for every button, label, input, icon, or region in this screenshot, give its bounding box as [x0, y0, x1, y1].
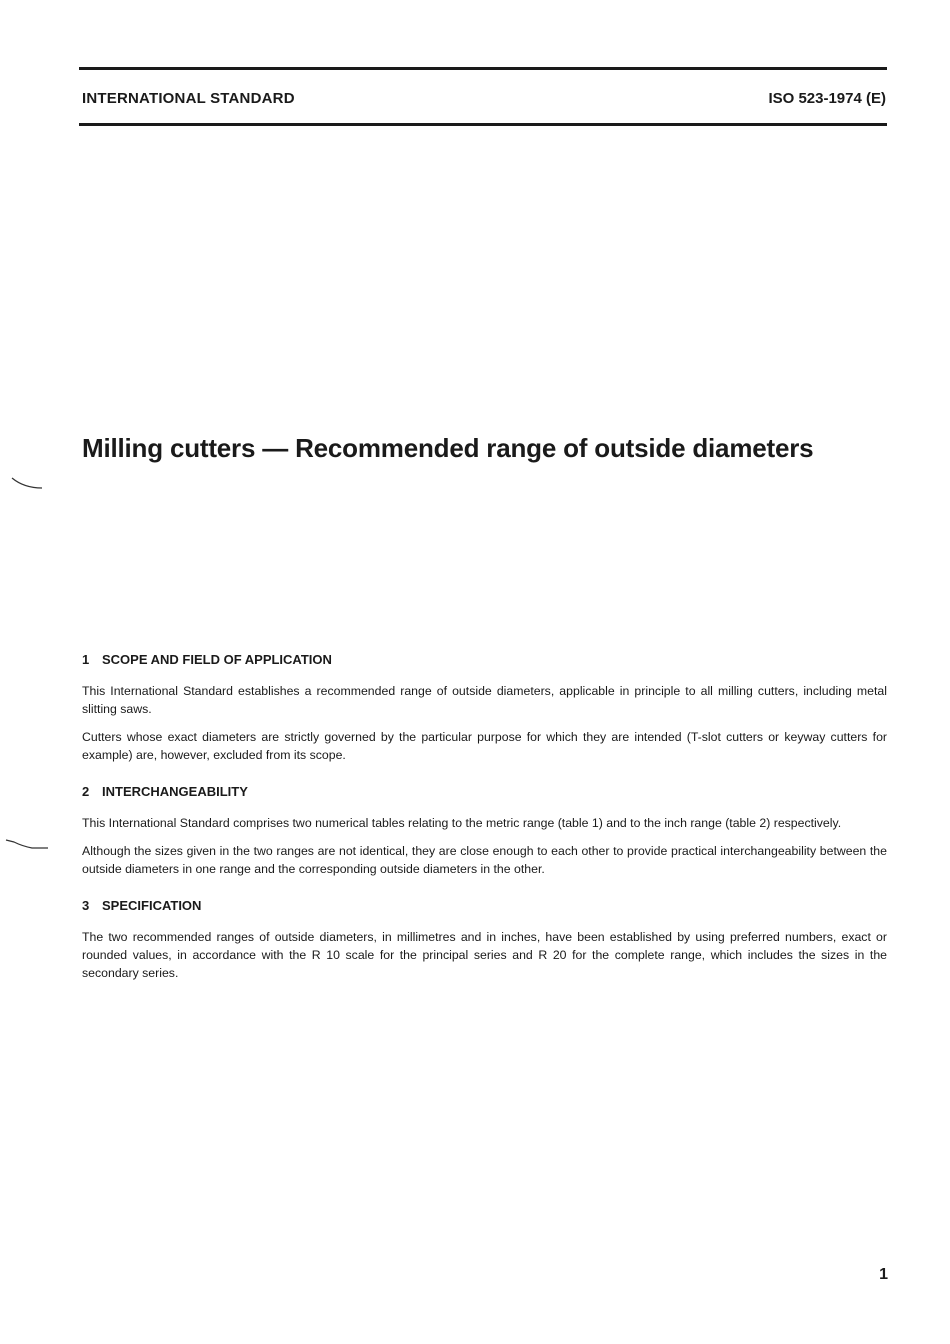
section-number: 2	[82, 784, 90, 799]
paragraph: This International Standard establishes a recommended range of outside diameters, applicable in principle to all milling cutters, including metal slitting saws.	[82, 684, 887, 716]
page-title: Milling cutters — Recommended range of outside diameters	[82, 433, 814, 463]
section-specification	[82, 898, 887, 982]
page-number: 1	[879, 1266, 888, 1283]
scan-mark	[10, 476, 50, 496]
document-type-label: INTERNATIONAL STANDARD	[82, 90, 295, 107]
section-title: INTERCHANGEABILITY	[102, 784, 248, 799]
section-title: SPECIFICATION	[102, 898, 202, 913]
paragraph: The two recommended ranges of outside diameters, in millimetres and in inches, have been established by using preferred numbers, exact or rounded values, in accordance with the R 10 scale for the principal series and R 20 for the complete range, which includes the sizes in the secondary series.	[82, 930, 887, 980]
paragraph: Although the sizes given in the two ranges are not identical, they are close enough to each other to provide practical interchangeability between the outside diameters in one range and the corresponding outside diameters in the other.	[82, 844, 887, 876]
header-top-rule	[79, 67, 887, 70]
section-heading	[82, 898, 887, 914]
header-bottom-rule	[79, 123, 887, 126]
scan-mark	[4, 836, 50, 856]
section-heading	[82, 652, 887, 668]
section-number: 3	[82, 898, 90, 913]
section-number: 1	[82, 652, 90, 667]
paragraph: This International Standard comprises two numerical tables relating to the metric range (table 1) and to the inch range (table 2) respectively.	[82, 816, 842, 830]
paragraph: Cutters whose exact diameters are strictly governed by the particular purpose for which they are intended (T-slot cutters or keyway cutters for example) are, however, excluded from its scope.	[82, 730, 887, 762]
document-body	[82, 652, 887, 1002]
section-scope	[82, 652, 887, 764]
section-title: SCOPE AND FIELD OF APPLICATION	[102, 652, 332, 667]
standard-reference: ISO 523-1974 (E)	[768, 90, 886, 107]
section-heading	[82, 784, 887, 800]
section-interchangeability	[82, 784, 887, 878]
